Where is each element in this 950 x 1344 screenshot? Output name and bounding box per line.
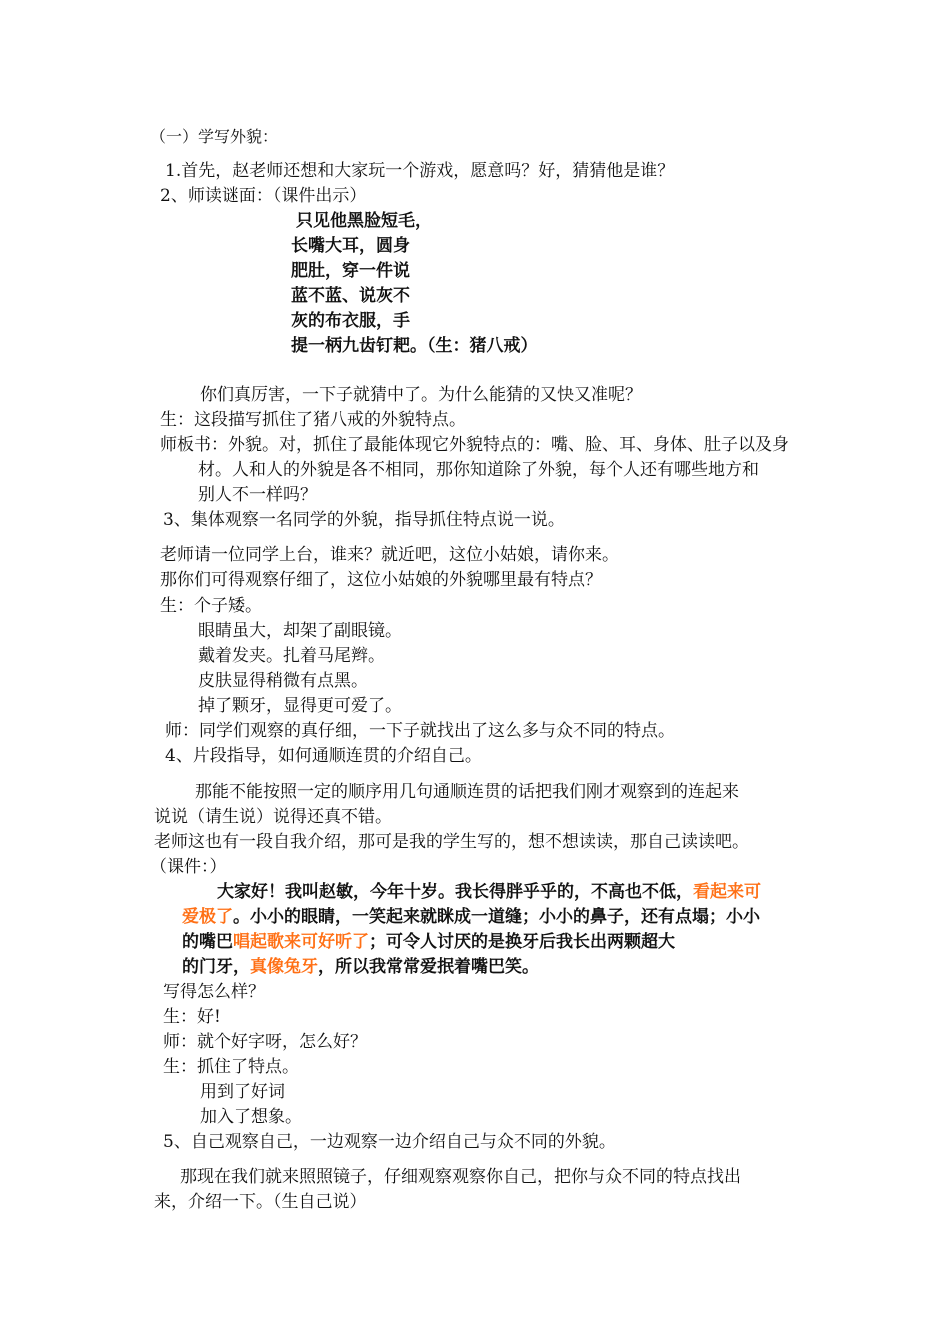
riddle-line: 只见他黑脸短毛， [296,211,432,231]
sample-line [182,905,760,929]
sample-text: ；可令人讨厌的是换牙后我长出两颗超大 [369,932,675,952]
evaluation-line: 5、自己观察自己，一边观察一边介绍自己与众不同的外貌。 [163,1132,616,1152]
evaluation-line: 写得怎么样？ [163,982,265,1002]
evaluation-line: 加入了想象。 [200,1107,302,1127]
observation-line: 生：个子矮。 [160,596,262,616]
riddle-line: 灰的布衣服，手 [291,311,410,331]
observation-line: 掉了颗牙，显得更可爱了。 [198,696,402,716]
discussion-line: 生：这段描写抓住了猪八戒的外貌特点。 [160,410,466,430]
observation-line: 那你们可得观察仔细了，这位小姑娘的外貌哪里最有特点？ [160,570,602,590]
riddle-line: 提一柄九齿钉耙。（生：猪八戒） [291,336,538,356]
sample-highlight: 看起来可 [693,882,761,902]
observation-line: 4、片段指导，如何通顺连贯的介绍自己。 [165,746,482,766]
sample-text: 大家好！我叫赵敏，今年十岁。我长得胖乎乎的，不高也不低， [217,882,693,902]
sample-line [182,955,539,979]
discussion-line: 师板书：外貌。对，抓住了最能体现它外貌特点的：嘴、脸、耳、身体、肚子以及身 [160,435,789,455]
discussion-line: 你们真厉害，一下子就猜中了。为什么能猜的又快又准呢？ [200,385,642,405]
sample-highlight: 唱起歌来可好听了 [233,932,369,952]
section-title: （一）学写外貌： [150,127,279,146]
guidance-line: （课件：） [150,857,227,877]
sample-line [217,880,761,904]
sample-text: 。小小的眼睛，一笑起来就眯成一道缝；小小的鼻子，还有点塌；小小 [233,907,760,927]
observation-line: 眼睛虽大，却架了副眼镜。 [198,621,402,641]
sample-text: 的嘴巴 [182,932,233,952]
sample-highlight: 爱极了 [182,907,233,927]
sample-text: ，所以我常常爱抿着嘴巴笑。 [318,957,539,977]
riddle-line: 长嘴大耳，圆身 [291,236,410,256]
sample-text: 的门牙， [182,957,250,977]
closing-line: 来，介绍一下。（生自己说） [154,1192,367,1212]
discussion-line: 别人不一样吗？ [198,485,317,505]
evaluation-line: 生：好! [163,1007,221,1027]
evaluation-line: 用到了好词 [200,1082,285,1102]
guidance-line: 说说（请生说）说得还真不错。 [154,807,392,827]
observation-line: 老师请一位同学上台，谁来？就近吧，这位小姑娘，请你来。 [160,545,619,565]
guidance-line: 那能不能按照一定的顺序用几句通顺连贯的话把我们刚才观察到的连起来 [195,782,739,802]
evaluation-line: 师：就个好字呀，怎么好？ [163,1032,367,1052]
riddle-line: 肥肚，穿一件说 [291,261,410,281]
discussion-line: 材。人和人的外貌是各不相同，那你知道除了外貌，每个人还有哪些地方和 [198,460,759,480]
discussion-line: 3、集体观察一名同学的外貌，指导抓住特点说一说。 [163,510,565,530]
evaluation-line: 生：抓住了特点。 [163,1057,299,1077]
observation-line: 师：同学们观察的真仔细，一下子就找出了这么多与众不同的特点。 [165,721,675,741]
riddle-line: 蓝不蓝、说灰不 [291,286,410,306]
observation-line: 戴着发夹。扎着马尾辫。 [198,646,385,666]
intro-line: 2、师读谜面：（课件出示） [160,186,367,206]
observation-line: 皮肤显得稍微有点黑。 [198,671,368,691]
sample-highlight: 真像兔牙 [250,957,318,977]
intro-line: 1.首先，赵老师还想和大家玩一个游戏，愿意吗？好，猜猜他是谁？ [165,161,675,181]
closing-line: 那现在我们就来照照镜子，仔细观察观察你自己，把你与众不同的特点找出 [180,1167,741,1187]
sample-line [182,930,675,954]
guidance-line: 老师这也有一段自我介绍，那可是我的学生写的，想不想读读，那自己读读吧。 [154,832,749,852]
